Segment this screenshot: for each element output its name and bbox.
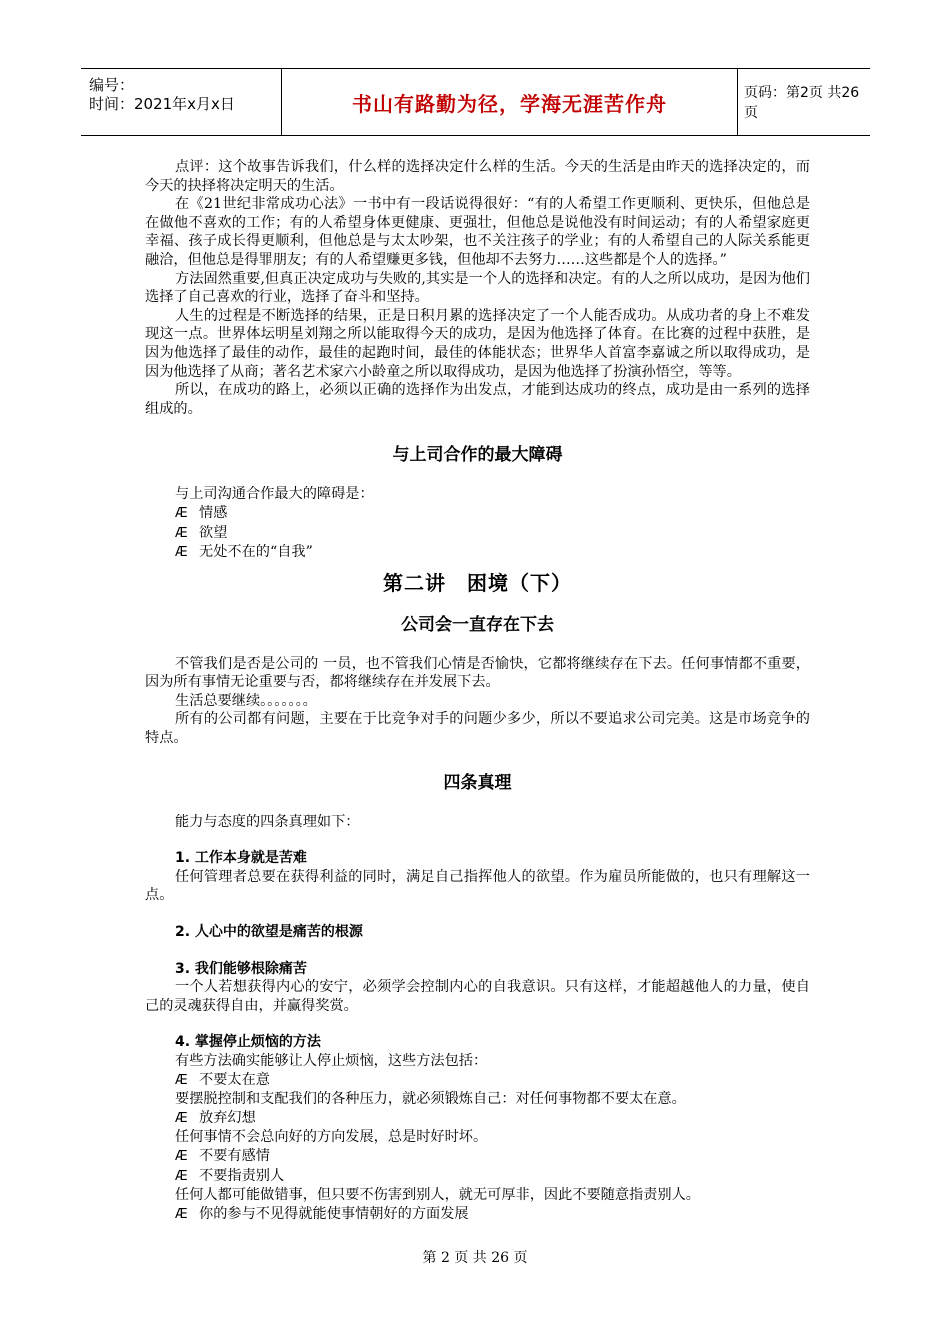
paragraph: 所有的公司都有问题，主要在于比竞争对手的问题少多少，所以不要追求公司完美。这是市场竞争的特点。: [145, 711, 810, 747]
list-item: Æ 你的参与不见得就能使事情朝好的方面发展: [145, 1205, 810, 1225]
truth-heading: 1. 工作本身就是苦难: [175, 850, 307, 867]
list-item: Æ 不要有感情: [145, 1147, 810, 1167]
time-label: 时间：2021年x月x日: [89, 95, 235, 113]
paragraph: 人生的过程是不断选择的结果，正是日积月累的选择决定了一个人能否成功。从成功者的身上不难发现这一点。世界体坛明星刘翔之所以能取得今天的成功，是因为他选择了体育。在比赛的过程中获胜，是因为他选择了最佳的动作，最佳的起跑时间，最佳的体能状态；世界华人首富李嘉诚之所以取得成功，是因为他选择了从商；著名艺术家六小龄童之所以取得成功，是因为他选择了扮演孙悟空，等等。: [145, 307, 810, 380]
motto: 书山有路勤为径，学海无涯苦作舟: [352, 91, 667, 116]
paragraph: 有些方法确实能够让人停止烦恼，这些方法包括：: [175, 1053, 488, 1069]
list-item: Æ 不要指责别人: [145, 1167, 810, 1187]
header-motto-cell: [281, 69, 738, 135]
list-item: Æ 放弃幻想: [145, 1109, 810, 1129]
lecture-title: 第二讲 困境（下）: [383, 570, 572, 595]
truth-heading: 3. 我们能够根除痛苦: [175, 960, 307, 977]
paragraph: 一个人若想获得内心的安宁，必须学会控制内心的自我意识。只有这样，才能超越他人的力量，使自己的灵魂获得自由，并赢得奖赏。: [145, 979, 810, 1014]
list-intro: 与上司沟通合作最大的障碍是：: [175, 486, 374, 503]
bullet-icon: Æ: [175, 1168, 188, 1184]
bullet-icon: Æ: [175, 505, 188, 521]
bullet-icon: Æ: [175, 1072, 188, 1088]
document-body: [145, 158, 810, 1224]
bullet-icon: Æ: [175, 525, 188, 541]
header-meta-cell: [81, 69, 281, 135]
paragraph: 任何事情不会总向好的方向发展，总是时好时坏。: [175, 1129, 488, 1146]
number-label: 编号：: [89, 76, 135, 94]
section-heading: 与上司合作的最大障碍: [392, 445, 563, 466]
list-item: Æ 情感: [145, 504, 810, 524]
bullet-icon: Æ: [175, 1206, 188, 1222]
paragraph: 所以，在成功的路上，必须以正确的选择作为出发点，才能到达成功的终点，成功是由一系列的选择组成的。: [145, 382, 810, 417]
page-header: [81, 68, 870, 136]
section-heading: 公司会一直存在下去: [401, 614, 554, 635]
paragraph: 生活总要继续。。。。。。。: [175, 692, 317, 709]
paragraph: 方法固然重要,但真正决定成功与失败的,其实是一个人的选择和决定。有的人之所以成功，是因为他们选择了自己喜欢的行业，选择了奋斗和坚持。: [145, 270, 810, 306]
paragraph: 任何管理者总要在获得利益的同时，满足自己指挥他人的欲望。作为雇员所能做的，也只有理解这一点。: [145, 868, 810, 904]
list-item: Æ 欲望: [145, 524, 810, 544]
paragraph: 点评：这个故事告诉我们，什么样的选择决定什么样的生活。今天的生活是由昨天的选择决定的，而今天的抉择将决定明天的生活。: [145, 159, 810, 194]
paragraph: 要摆脱控制和支配我们的各种压力，就必须锻炼自己：对任何事物都不要太在意。: [175, 1091, 686, 1108]
list-item: Æ 不要太在意: [145, 1071, 810, 1091]
paragraph: 在《21世纪非常成功心法》一书中有一段话说得很好：“有的人希望工作更顺利、更快乐，但他总是在做他不喜欢的工作；有的人希望身体更健康、更强壮，但他总是说他没有时间运动；有的人希望家庭更幸福、孩子成长得更顺利，但他总是与太太吵架，也不关注孩子的学业；有的人希望自己的人际关系能更融洽，但他总是得罪朋友；有的人希望赚更多钱，但他却不去努力……这些都是个人的选择。”: [145, 196, 810, 268]
page-info: 页码：第2页 共26页: [744, 85, 860, 121]
truth-heading: 2. 人心中的欲望是痛苦的根源: [175, 924, 363, 941]
bullet-icon: Æ: [175, 1148, 188, 1164]
paragraph: 不管我们是否是公司的 一员，也不管我们心情是否愉快，它都将继续存在下去。任何事情都不重要，因为所有事情无论重要与否，都将继续存在并发展下去。: [145, 655, 810, 691]
section-heading: 四条真理: [443, 772, 512, 793]
bullet-icon: Æ: [175, 1110, 188, 1126]
truth-heading: 4. 掌握停止烦恼的方法: [175, 1034, 321, 1051]
page-footer: 第 2 页 共 26 页: [422, 1250, 528, 1266]
paragraph: 能力与态度的四条真理如下：: [175, 813, 360, 830]
list-item: Æ 无处不在的“自我”: [145, 543, 810, 563]
header-page-cell: [736, 69, 870, 135]
paragraph: 任何人都可能做错事，但只要不伤害到别人，就无可厚非，因此不要随意指责别人。: [175, 1187, 700, 1204]
bullet-icon: Æ: [175, 545, 188, 561]
